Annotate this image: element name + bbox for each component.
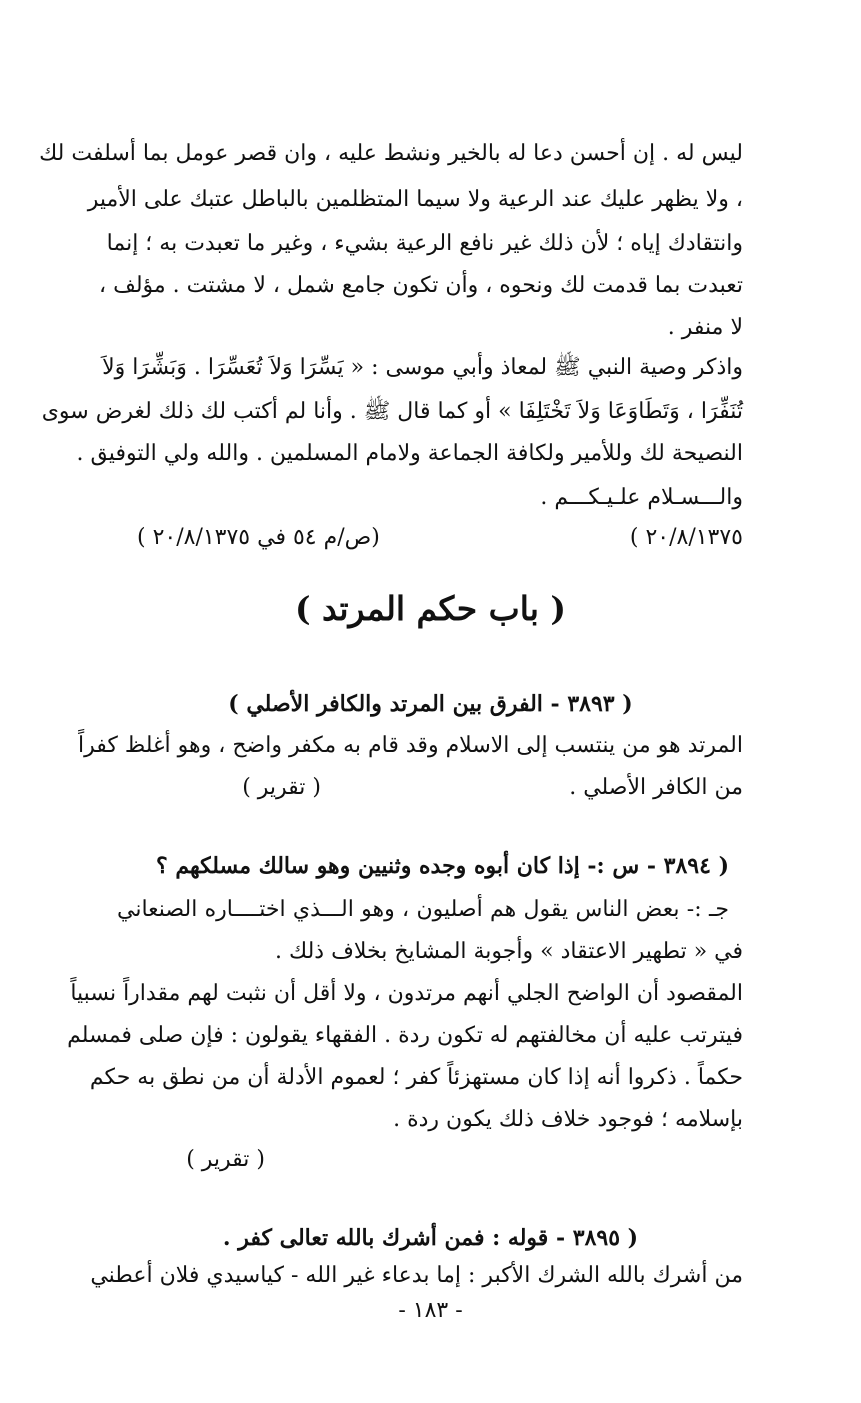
section-3893-line-2: من الكافر الأصلي . xyxy=(569,775,743,800)
chapter-title: ( باب حكم المرتد ) xyxy=(294,589,567,628)
letter-line-3: وانتقادك إياه ؛ لأن ذلك غير نافع الرعية بشيء ، وغير ما تعبدت به ؛ إنما xyxy=(106,231,743,256)
section-3894-line-5: حكماً . ذكروا أنه إذا كان مستهزئاً كفر ؛ لعموم الأدلة أن من نطق به حكم xyxy=(89,1065,743,1090)
section-3893-line-1: المرتد هو من ينتسب إلى الاسلام وقد قام به مكفر واضح ، وهو أغلظ كفراً xyxy=(78,733,743,758)
letter-line-2: ، ولا يظهر عليك عند الرعية ولا سيما المتظلمين بالباطل عتبك على الأمير xyxy=(87,187,743,212)
letter-line-6: واذكر وصية النبي ﷺ لمعاذ وأبي موسى : « يَسِّرَا وَلاَ تُعَسِّرَا . وَبَشِّرَا وَلاَ xyxy=(102,355,743,380)
section-3894-line-1: جـ :- بعض الناس يقول هم أصليون ، وهو الـــذي اختــــاره الصنعاني xyxy=(117,897,729,922)
letter-line-1: ليس له . إن أحسن دعا له بالخير ونشط عليه ، وان قصر عومل بما أسلفت لك xyxy=(39,141,743,166)
section-3894-line-3: المقصود أن الواضح الجلي أنهم مرتدون ، ولا أقل أن نثبت لهم مقداراً نسبياً xyxy=(70,981,743,1006)
section-3895-heading: ( ٣٨٩٥ - قوله : فمن أشرك بالله تعالى كفر . xyxy=(222,1225,639,1251)
section-3894-question: ( ٣٨٩٤ - س :- إذا كان أبوه وجده وثنيين وهو سالك مسلكهم ؟ xyxy=(156,853,729,879)
letter-reference-date: (ص/م ٥٤ في ٢٠/٨/١٣٧٥ ) xyxy=(137,525,380,550)
section-3894-line-2: في « تطهير الاعتقاد » وأجوبة المشايخ بخلاف ذلك . xyxy=(275,939,743,964)
letter-line-4: تعبدت بما قدمت لك ونحوه ، وأن تكون جامع شمل ، لا مشتت . مؤلف ، xyxy=(98,273,743,298)
letter-line-7: تُنَفِّرَا ، وَتَطَاوَعَا وَلاَ تَخْتَلِفَا » أو كما قال ﷺ . وأنا لم أكتب لك ذلك لغرض سوى xyxy=(41,399,743,424)
section-3894-source: ( تقرير ) xyxy=(186,1147,265,1172)
section-3894-line-4: فيترتب عليه أن مخالفتهم له تكون ردة . الفقهاء يقولون : فإن صلى فمسلم xyxy=(67,1023,743,1048)
letter-date-right: ٢٠/٨/١٣٧٥ ) xyxy=(629,525,743,550)
section-3894-line-6: بإسلامه ؛ فوجود خلاف ذلك يكون ردة . xyxy=(393,1107,743,1132)
letter-line-5: لا منفر . xyxy=(667,315,743,340)
letter-line-9: والـــسـلام علـيـكـــم . xyxy=(540,485,743,510)
letter-line-8: النصيحة لك وللأمير ولكافة الجماعة ولامام المسلمين . والله ولي التوفيق . xyxy=(76,441,743,466)
section-3893-heading: ( ٣٨٩٣ - الفرق بين المرتد والكافر الأصلي ) xyxy=(228,691,633,717)
page-number: - ١٨٣ - xyxy=(398,1298,463,1323)
section-3895-line-1: من أشرك بالله الشرك الأكبر : إما بدعاء غير الله - كياسيدي فلان أعطني xyxy=(90,1263,743,1288)
section-3893-source: ( تقرير ) xyxy=(242,775,321,800)
